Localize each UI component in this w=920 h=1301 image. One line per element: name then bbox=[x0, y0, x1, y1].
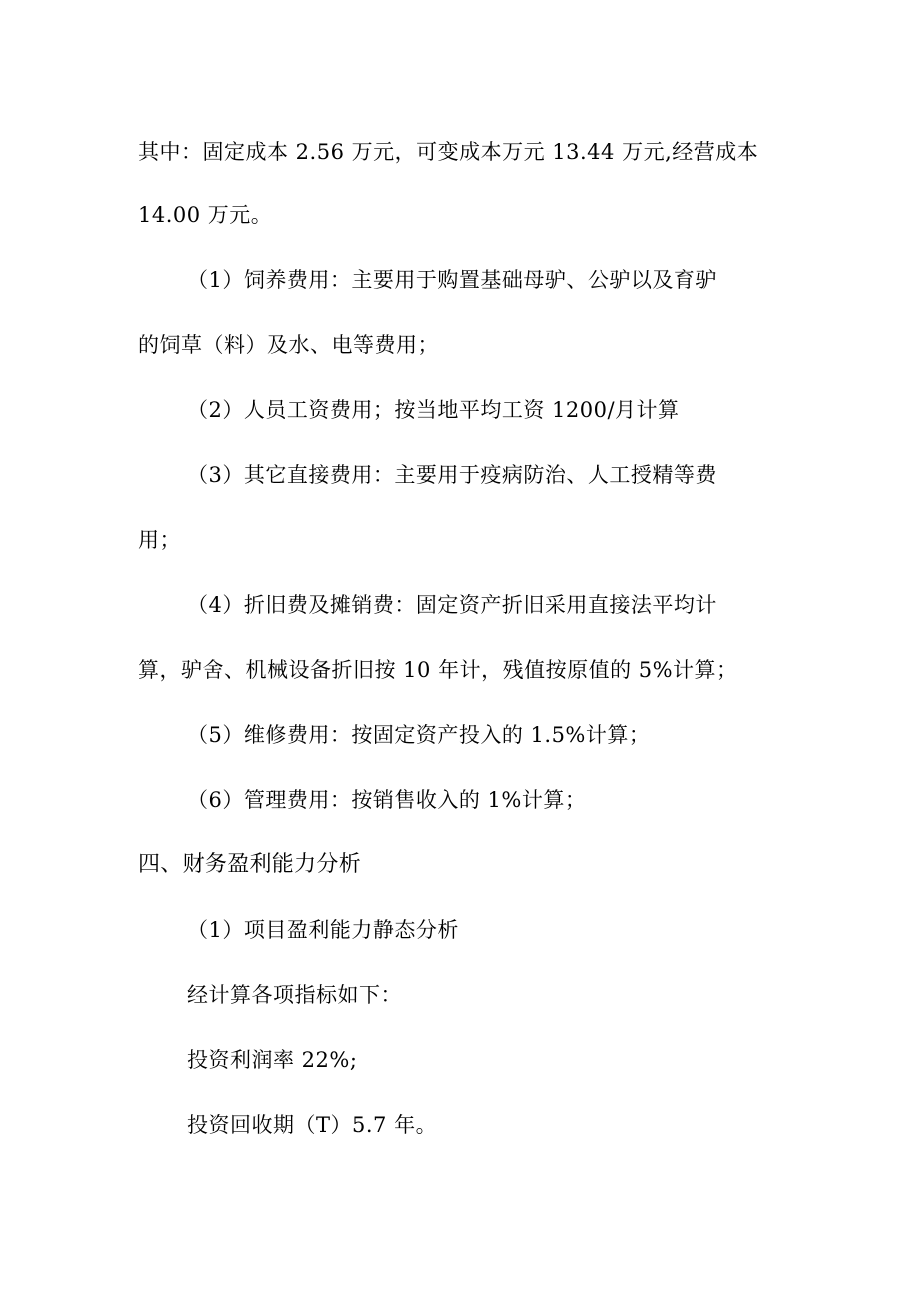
investment-profit-rate-line: 投资利润率 22%; bbox=[187, 1048, 358, 1072]
wage-cost-line: （2）人员工资费用；按当地平均工资 1200/月计算 bbox=[187, 398, 680, 422]
cost-summary-line-2: 14.00 万元。 bbox=[138, 203, 273, 227]
other-direct-cost-line-2: 用； bbox=[138, 528, 181, 552]
section-heading: 四、财务盈利能力分析 bbox=[138, 852, 362, 877]
feeding-cost-line-2: 的饲草（料）及水、电等费用； bbox=[138, 333, 439, 357]
cost-summary-line-1: 其中：固定成本 2.56 万元，可变成本万元 13.44 万元,经营成本 bbox=[138, 140, 759, 164]
indicators-intro-line: 经计算各项指标如下： bbox=[187, 983, 402, 1007]
static-analysis-line: （1）项目盈利能力静态分析 bbox=[187, 918, 459, 942]
payback-period-line: 投资回收期（T）5.7 年。 bbox=[187, 1113, 438, 1137]
management-cost-line: （6）管理费用：按销售收入的 1%计算； bbox=[187, 788, 587, 812]
other-direct-cost-line-1: （3）其它直接费用：主要用于疫病防治、人工授精等费 bbox=[187, 463, 717, 487]
maintenance-cost-line: （5）维修费用：按固定资产投入的 1.5%计算； bbox=[187, 723, 651, 747]
depreciation-line-1: （4）折旧费及摊销费：固定资产折旧采用直接法平均计 bbox=[187, 593, 717, 617]
feeding-cost-line-1: （1）饲养费用：主要用于购置基础母驴、公驴以及育驴 bbox=[187, 268, 717, 292]
depreciation-line-2: 算，驴舍、机械设备折旧按 10 年计，残值按原值的 5%计算； bbox=[138, 658, 738, 682]
